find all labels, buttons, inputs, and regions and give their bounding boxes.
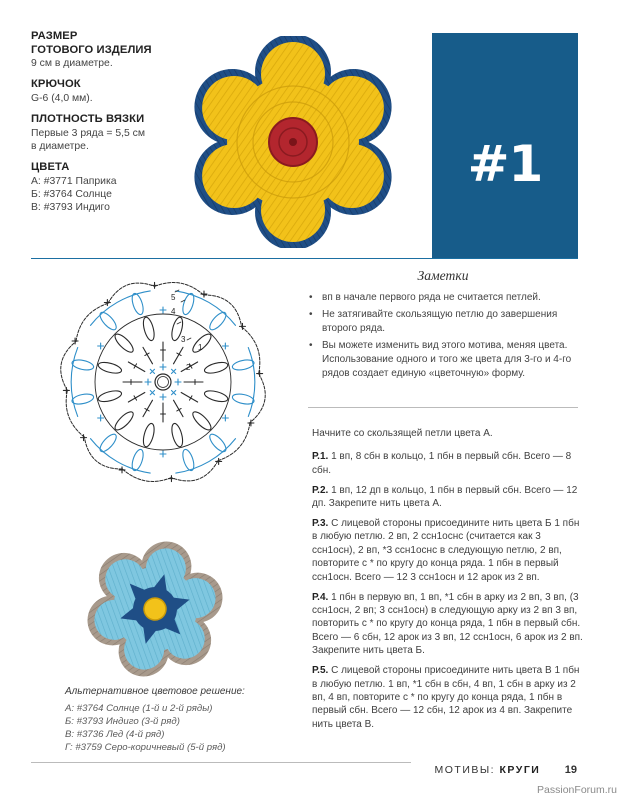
notes-divider bbox=[308, 407, 578, 408]
sc-symbol-outer bbox=[119, 467, 125, 473]
cluster-symbol bbox=[170, 422, 185, 448]
cluster-symbol-blue bbox=[71, 392, 94, 405]
sc-symbol-blue bbox=[98, 415, 104, 421]
color-c: В: #3793 Индиго bbox=[31, 202, 110, 214]
page-number: 19 bbox=[564, 764, 577, 776]
cluster-symbol bbox=[97, 360, 123, 375]
row-label-1: 1 bbox=[198, 343, 203, 352]
chain-arc-blue bbox=[91, 439, 151, 473]
sc-symbol bbox=[145, 379, 151, 385]
crochet-chart bbox=[38, 270, 288, 510]
alt-flower-motif bbox=[86, 540, 224, 678]
sc-symbol-blue bbox=[160, 451, 166, 457]
cluster-symbol bbox=[141, 422, 156, 448]
row-label-3: 3 bbox=[181, 335, 186, 344]
sc-symbol bbox=[175, 379, 181, 385]
label-pointer bbox=[187, 338, 191, 340]
motif-photo bbox=[178, 36, 408, 248]
section-prefix: МОТИВЫ: bbox=[434, 764, 496, 776]
sc-symbol-outer bbox=[257, 371, 263, 377]
sc-symbol bbox=[160, 364, 166, 370]
alt-color-item: Г: #3759 Серо-коричневый (5-й ряд) bbox=[65, 742, 226, 753]
chain-scallop bbox=[171, 461, 218, 481]
sc-symbol-blue bbox=[222, 343, 228, 349]
sc-symbol-outer bbox=[63, 387, 69, 393]
sc-symbol-outer bbox=[239, 323, 245, 329]
row-label-2: 2 bbox=[186, 363, 191, 372]
watermark: PassionForum.ru bbox=[537, 784, 617, 796]
sc-symbol-blue bbox=[160, 307, 166, 313]
alt-colorway-title: Альтернативное цветовое решение: bbox=[65, 686, 245, 697]
motif-number: #1 bbox=[467, 135, 543, 193]
cluster-symbol bbox=[141, 316, 156, 342]
alt-colorway-photo bbox=[86, 540, 224, 678]
chain-arc-blue bbox=[176, 291, 236, 325]
color-a: А: #3771 Паприка bbox=[31, 175, 117, 187]
sc-symbol bbox=[169, 367, 177, 375]
pattern-row-3: Р.3. С лицевой стороны присоедините нить цвета Б 1 пбн в любую петлю. 2 вп, 2 ссн1оснс (считается как 3 ссн1осн), 2 вп, *3 ссн1оснс в следующую петлю, 2 вп, повторите с * по кругу до конца ряда. 1 пбн в первый ссн1осн. Всего — 12 3 ссн1осн и 12 арок из 2 вп. bbox=[312, 518, 580, 583]
sc-symbol-outer bbox=[201, 291, 207, 297]
pattern-intro: Начните со скользящей петли цвета А. bbox=[312, 428, 493, 439]
size-value: 9 см в диаметре. bbox=[31, 58, 113, 69]
cluster-symbol-blue bbox=[232, 392, 255, 405]
colors-list bbox=[31, 175, 181, 215]
cluster-symbol bbox=[190, 409, 213, 432]
cluster-symbol bbox=[97, 389, 123, 404]
pattern-row-2: Р.2. 1 вп, 12 дп в кольцо, 1 пбн в первый сбн. Всего — 12 дп. Закрепите нить цвета А. bbox=[312, 484, 578, 510]
note-item: • Вы можете изменить вид этого мотива, меняя цвета. Использование одного и того же цвета для 3-го и 4-го рядов создает единую «цветочную» форму. bbox=[308, 339, 578, 381]
hook-value: G-6 (4,0 мм). bbox=[31, 92, 93, 104]
alt-colorway-legend bbox=[65, 685, 285, 754]
sc-symbol bbox=[148, 367, 156, 375]
notes-title: Заметки bbox=[417, 268, 469, 283]
magic-ring-inner bbox=[158, 377, 169, 388]
chain-arc-blue bbox=[248, 348, 255, 417]
spec-block bbox=[31, 30, 181, 223]
chain-arc-blue bbox=[91, 291, 151, 325]
gauge-heading: ПЛОТНОСТЬ ВЯЗКИ bbox=[31, 113, 145, 126]
cluster-symbol bbox=[112, 331, 135, 354]
sc-symbol-outer bbox=[152, 282, 158, 288]
flower-motif bbox=[194, 36, 391, 248]
cluster-symbol-blue bbox=[207, 310, 228, 332]
cluster-symbol-blue bbox=[232, 358, 255, 371]
color-b: Б: #3764 Солнце bbox=[31, 188, 112, 200]
motif-number-badge bbox=[432, 33, 578, 258]
cluster-symbol bbox=[112, 409, 135, 432]
gauge-value: Первые 3 ряда = 5,5 см в диаметре. bbox=[31, 127, 145, 152]
note-item: • Не затягивайте скользящую петлю до завершения второго ряда. bbox=[308, 308, 578, 336]
cluster-symbol-blue bbox=[71, 358, 94, 371]
sc-symbol-outer bbox=[168, 476, 174, 482]
label-pointer bbox=[177, 322, 181, 324]
cluster-symbol bbox=[203, 389, 229, 404]
chain-arc-blue bbox=[71, 348, 78, 417]
chain-scallop bbox=[108, 283, 155, 303]
top-divider bbox=[31, 258, 578, 259]
alt-color-item: А: #3764 Солнце (1-й и 2-й ряды) bbox=[65, 703, 213, 714]
sc-symbol bbox=[169, 388, 177, 396]
footer-divider bbox=[31, 762, 411, 763]
pattern-row-1: Р.1. 1 вп, 8 сбн в кольцо, 1 пбн в первый сбн. Всего — 8 сбн. bbox=[312, 451, 572, 476]
sc-symbol-outer bbox=[248, 420, 254, 426]
sc-symbol-blue bbox=[222, 415, 228, 421]
chain-arc-blue bbox=[176, 439, 236, 473]
alt-color-item: Б: #3793 Индиго (3-й ряд) bbox=[65, 716, 180, 727]
sc-symbol bbox=[160, 394, 166, 400]
sc-symbol bbox=[148, 388, 156, 396]
alt-color-item: В: #3736 Лед (4-й ряд) bbox=[65, 729, 165, 740]
cluster-symbol-blue bbox=[97, 310, 118, 332]
sc-symbol-outer bbox=[72, 338, 78, 344]
row-label-5: 5 bbox=[171, 293, 176, 302]
sc-symbol-outer bbox=[81, 435, 87, 441]
colors-heading: ЦВЕТА bbox=[31, 161, 70, 174]
size-heading: РАЗМЕР ГОТОВОГО ИЗДЕЛИЯ bbox=[31, 30, 152, 56]
cluster-symbol-blue bbox=[97, 432, 118, 454]
cluster-symbol bbox=[203, 360, 229, 375]
notes-list bbox=[308, 291, 578, 381]
note-item: • вп в начале первого ряда не считается петлей. bbox=[308, 291, 578, 305]
hook-heading: КРЮЧОК bbox=[31, 78, 81, 91]
section-name: КРУГИ bbox=[499, 764, 541, 776]
pattern-row-4: Р.4. 1 пбн в первую вп, 1 вп, *1 сбн в арку из 2 вп, 3 вп, (3 ссн1осн, 2 вп; 3 ссн1осн) в следующую арку из 2 вп 3 вп, повторить с * по кругу до конца ряда, 1 пбн в первый сбн. Всего — 6 сбн, 12 арок из 3 вп, 12 ссн1осн, 6 арок из 2 вп. Закрепите нить цвета Б. bbox=[312, 591, 583, 657]
notes-block bbox=[308, 268, 578, 384]
page-footer bbox=[435, 764, 578, 776]
cluster-symbol-blue bbox=[207, 432, 228, 454]
row-label-4: 4 bbox=[171, 307, 176, 316]
pattern-instructions bbox=[312, 427, 584, 738]
chain-scallop bbox=[155, 283, 204, 295]
chain-scallop bbox=[122, 469, 171, 481]
sc-symbol-blue bbox=[98, 343, 104, 349]
pattern-row-5: Р.5. С лицевой стороны присоедините нить цвета В 1 пбн в любую петлю. 1 вп, *1 сбн в сбн, 4 вп, 1 сбн в арку из 2 вп, 4 вп, повторите с * по кругу до конца ряда, 1 пбн в первый сбн. Всего — 12 сбн, 12 арок из 4 вп. Закрепите нить цвета В. bbox=[312, 665, 580, 730]
